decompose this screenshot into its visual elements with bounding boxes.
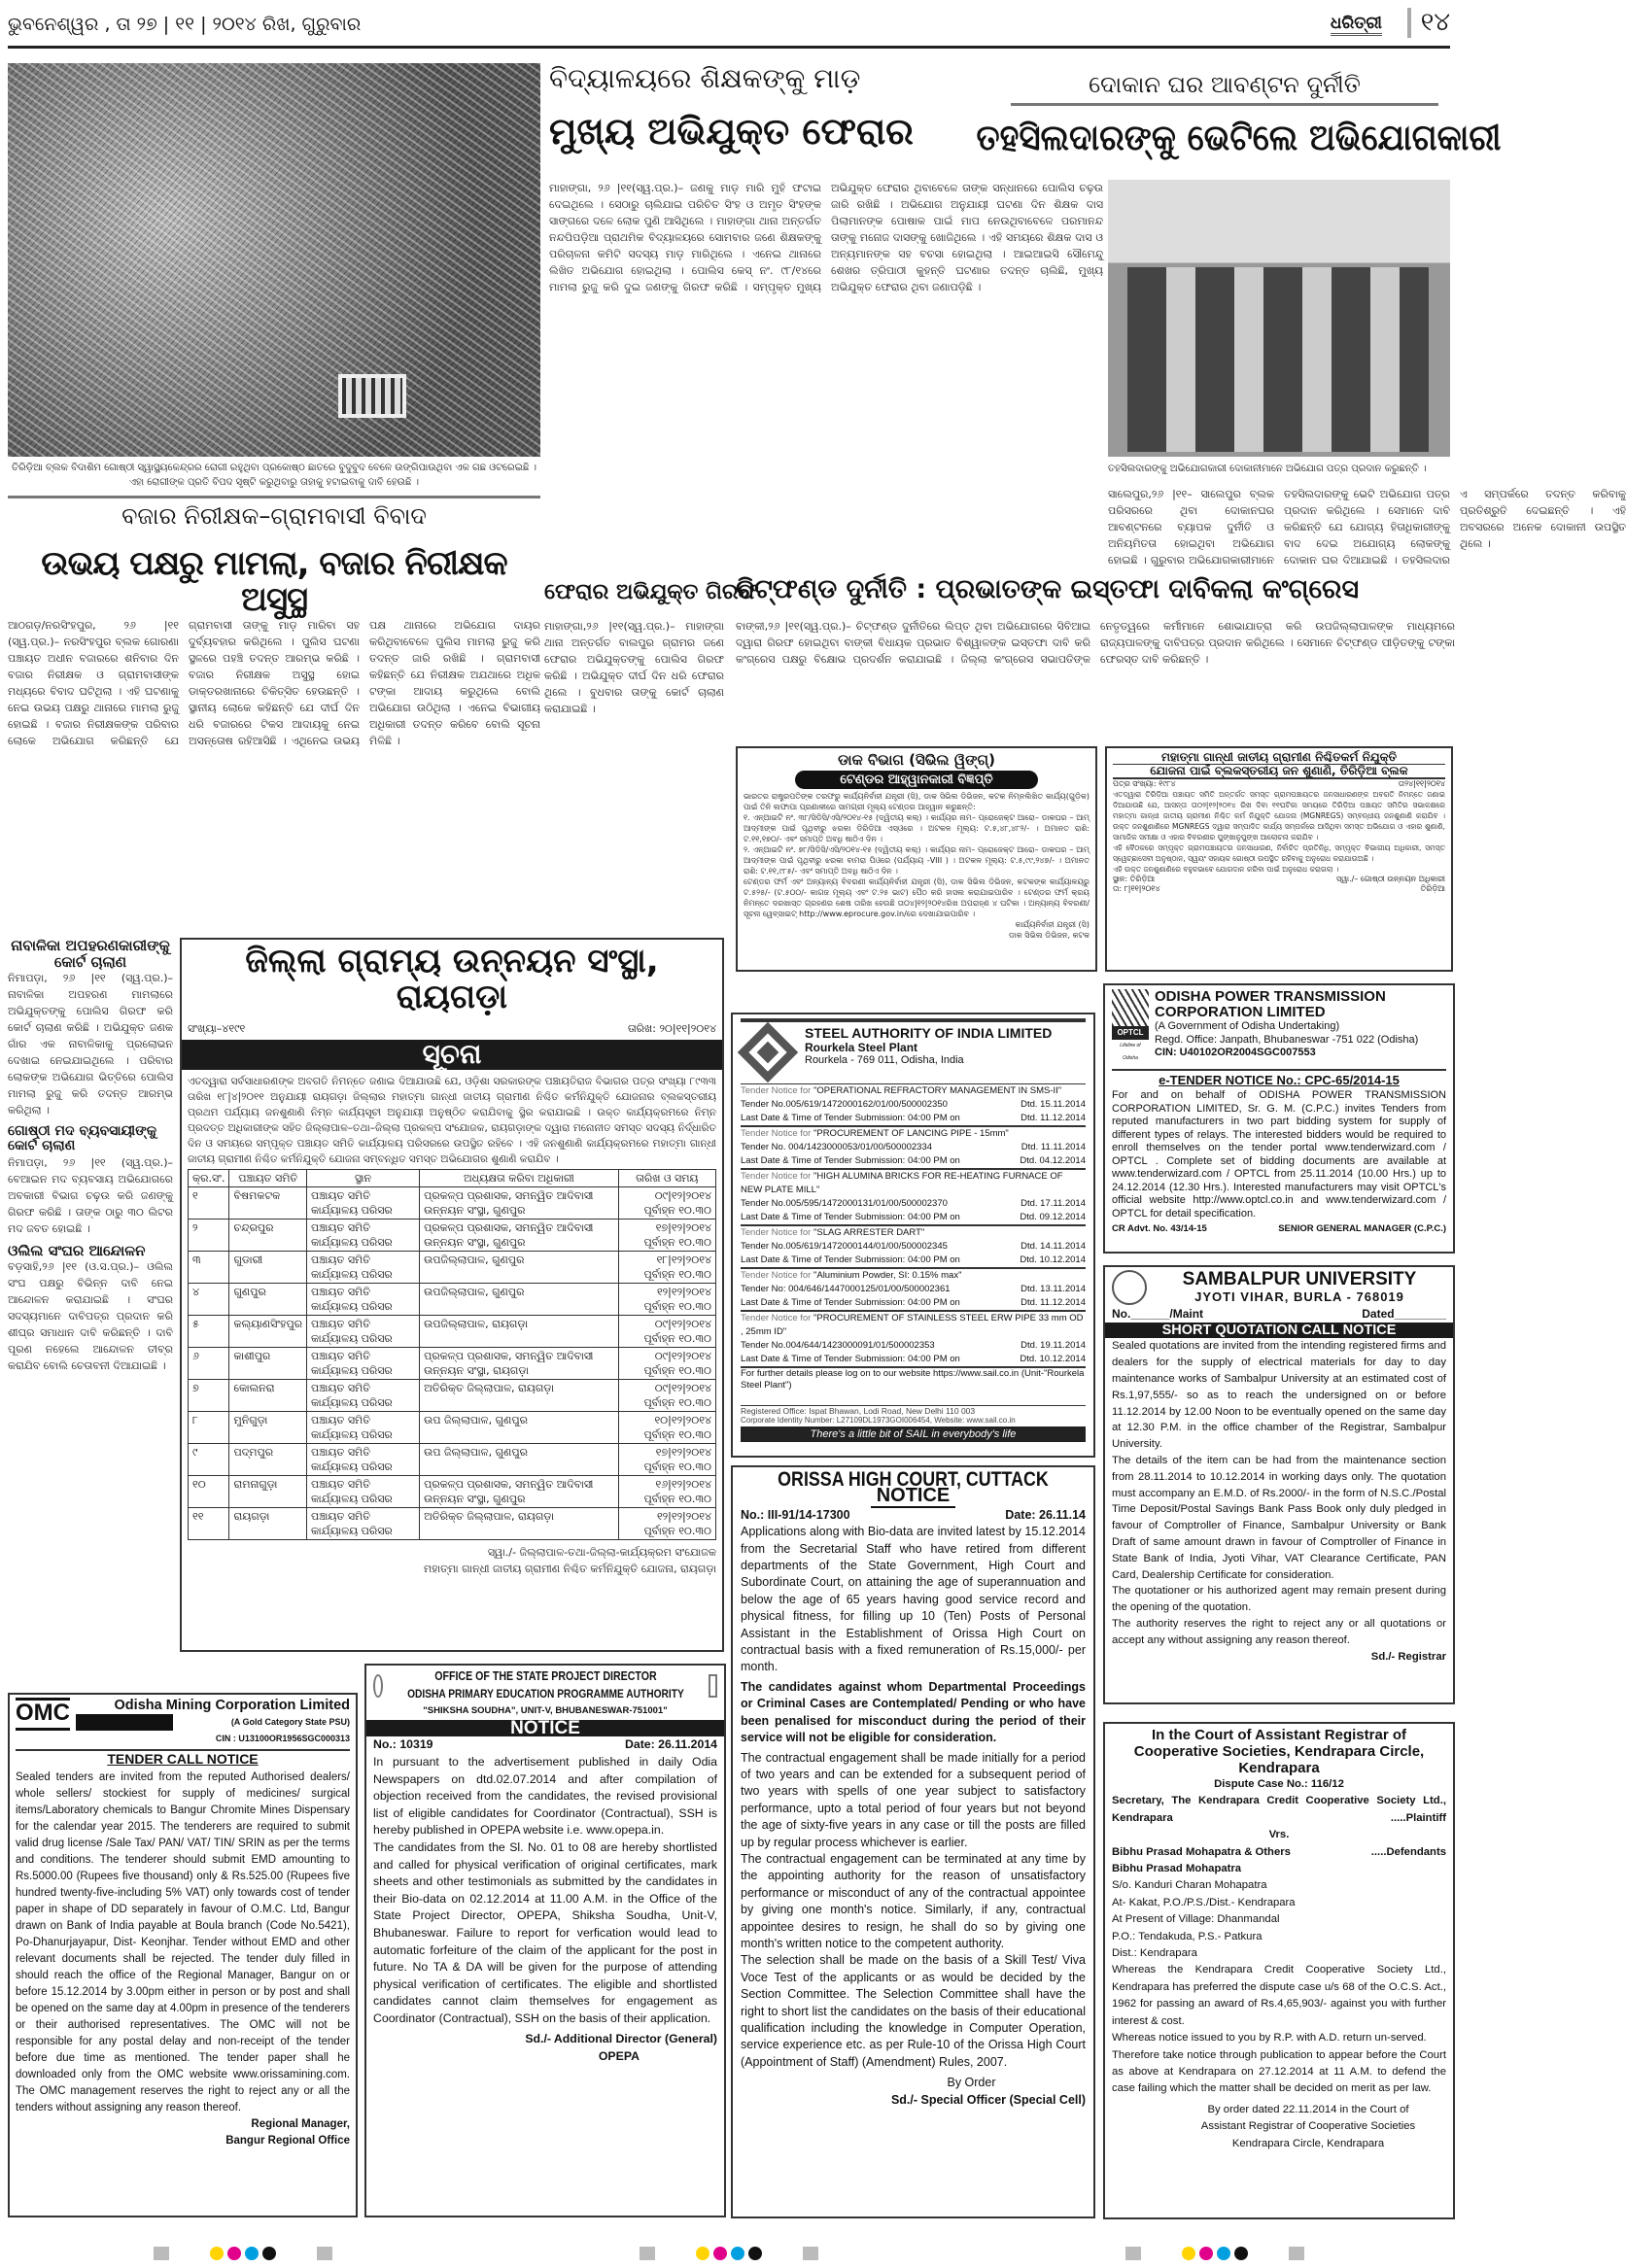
table-row	[189, 1475, 716, 1507]
ad-subtitle: ଟେଣ୍ଡର ଆହ୍ୱାନକାରୀ ବିଜ୍ଞପ୍ତି	[795, 771, 1037, 789]
last-date: Dtd. 04.12.2014	[1020, 1155, 1086, 1166]
ad-subtitle: ଯୋଜନା ପାଇଁ ବ୍ଲକସ୍ତରୀୟ ଜନ ଶୁଣାଣି, ତିରିଡ଼ିଆ ବ୍ଲକ	[1113, 765, 1445, 779]
ad-body: For and on behalf of ODISHA POWER TRANSMISSION CORPORATION LIMITED, Sr. G. M. (C.P.C.) invites Tenders from reputed manufacturers in two part bidding system for supply of different types of relays. The interested bidders would be required to enroll themselves on the tender portal www.tenderwizard.com / OPTCL . Complete set of bidding documents are available at www.tenderwizard.com / OPTCL from 25.11.2014 (10.00 Hrs.) up to 24.12.2014 (12.30 Hrs.). Interested manufacturers may visit OPTCL's official website http://www.optcl.co.in and www.tenderwizard.com / OPTCL for detail specification.	[1112, 1089, 1446, 1220]
tender-prefix: Tender Notice for	[741, 1313, 812, 1323]
ad-omc	[8, 1693, 358, 2217]
photo-caption-meeting: ତହସିଲଦାରଙ୍କୁ ଅଭିଯୋଗକାରୀ ଦୋକାନୀମାନେ ଅଭିଯୋଗ ପତ୍ର ପ୍ରଦାନ କରୁଛନ୍ତି ।	[1108, 464, 1427, 474]
ad-address: Rourkela - 769 011, Odisha, India	[805, 1054, 964, 1066]
last-date-label: Last Date & Time of Tender Submission: 04:00 PM on	[741, 1354, 960, 1364]
table-cell: ପଞ୍ଚାୟତ ସମିତି କାର୍ଯ୍ୟାଳୟ ପରିସର	[307, 1411, 420, 1443]
ad-office: Regd. Office: Janpath, Bhubaneswar -751 022 (Odisha)	[1155, 1033, 1419, 1046]
table-row	[189, 1251, 716, 1283]
ad-intro: ଭାରତର ରାଷ୍ଟ୍ରପତିଙ୍କ ତରଫରୁ କାର୍ଯ୍ୟନିର୍ବାହୀ ଯନ୍ତ୍ରୀ (ସି), ଡାକ ସିଭିଲ ଡିଭିଜନ, କଟକ ନିମ୍ନଲିଖିତ କାର୍ଯ୍ୟ(ଗୁଡ଼ିକ) ପାଇଁ ତିନି ଲଫାପା ପ୍ରଣାଳୀରେ ସାମଗ୍ରୀ ମୂଲ୍ୟ ଟେଣ୍ଡର ଆହ୍ୱାନ କରୁଛନ୍ତି:	[744, 791, 1090, 811]
table-cell: ୧୦	[189, 1475, 229, 1507]
tender-number: Tender No: 004/646/1447000125/01/00/500002361	[741, 1284, 951, 1294]
table-cell: ୧୨|୧୨|୨୦୧୪ ପୂର୍ବାହ୍ନ ୧୦.୩୦	[618, 1507, 715, 1539]
table-cell: ୧୧	[189, 1507, 229, 1539]
tender-name: "OPERATIONAL REFRACTORY MANAGEMENT IN SMS-II"	[813, 1085, 1062, 1096]
ad-title: ମହାତ୍ମା ଗାନ୍ଧୀ ଜାତୀୟ ଗ୍ରାମୀଣ ନିଶ୍ଚିତକର୍ମ ନିଯୁକ୍ତି	[1113, 751, 1445, 765]
masthead-logo: ଧରିତ୍ରୀ	[1331, 14, 1382, 36]
ad-case: Dispute Case No.: 116/12	[1214, 1778, 1344, 1790]
ad-title: ODISHA POWER TRANSMISSION CORPORATION LIMITED	[1155, 988, 1386, 1020]
table-cell: ଉପଜିଲ୍ଲାପାଳ, ଗୁଣପୁର	[420, 1251, 619, 1283]
brief-body: ନିମାପଡ଼ା, ୨୬ |୧୧ (ସ୍ୱ.ପ୍ର.)– ବେଆଇନ ମଦ ବ୍ୟବସାୟ ଅଭିଯୋଗରେ ଅବକାରୀ ବିଭାଗ ଚଢ଼ଉ କରି ଜଣଙ୍କୁ ଗିରଫ କରିଛି । ତାଙ୍କ ଠାରୁ ୩୦ ଲିଟର ମଦ ଜବତ ହୋଇଛି ।	[8, 1155, 173, 1235]
ad-ref: ପତ୍ର ସଂଖ୍ୟା: ୧୯୮୪	[1113, 779, 1176, 789]
table-header-cell: ପଞ୍ଚାୟତ ସମିତି	[229, 1169, 307, 1186]
brief-body: ନିମାପଡ଼ା, ୨୬ |୧୧ (ସ୍ୱ.ପ୍ର.)– ନାବାଳିକା ଅପହରଣ ମାମଲାରେ ଅଭିଯୁକ୍ତଙ୍କୁ ପୋଲିସ ଗିରଫ କରି କୋର୍ଟ ଚାଲାଣ କରିଛି । ଅଭିଯୁକ୍ତ ଜଣକ ଗାଁର ଏକ ନାବାଳିକାକୁ ପ୍ରଲୋଭନ ଦେଖାଇ ନେଇଯାଇଥିଲେ । ପରିବାର ଲୋକଙ୍କ ଅଭିଯୋଗ ଭିତ୍ତିରେ ପୋଲିସ ମାମଲା ରୁଜୁ କରି ତଦନ୍ତ ଆରମ୍ଭ କରିଥିଲା ।	[8, 972, 173, 1117]
article-body-tahasildar: ସାଲେପୁର,୨୬ |୧୧– ସାଲେପୁର ବ୍ଲକ ପରିସରରେ ଥିବା ଦୋକାନଘର ଆବଣ୍ଟନରେ ବ୍ୟାପକ ଦୁର୍ନୀତି ଓ ଅନିୟମିତତା ହୋଇଥିବା ଅଭିଯୋଗ ହୋଇଛି । ଗୁରୁବାର ଅଭିଯୋଗକାରୀମାନେ ତହସିଲଦାରଙ୍କୁ ଭେଟି ଅଭିଯୋଗ ପତ୍ର ପ୍ରଦାନ କରିଥିଲେ । ସେମାନେ ଦାବି କରିଛନ୍ତି ଯେ ଯୋଗ୍ୟ ହିତାଧିକାରୀଙ୍କୁ ବାଦ ଦେଇ ଅଯୋଗ୍ୟ ଲୋକଙ୍କୁ ଦୋକାନ ଘର ଦିଆଯାଇଛି । ତହସିଲଦାର ଏ ସମ୍ପର୍କରେ ତଦନ୍ତ କରିବାକୁ ପ୍ରତିଶ୍ରୁତି ଦେଇଛନ୍ତି । ଏହି ଅବସରରେ ଅନେକ ଦୋକାନୀ ଉପସ୍ଥିତ ଥିଲେ ।	[1108, 488, 1626, 567]
ad-govt: (A Government of Odisha Undertaking)	[1155, 1020, 1340, 1032]
tender-item	[741, 1170, 1086, 1226]
tender-date: Dtd. 13.11.2014	[1021, 1284, 1086, 1294]
table-header-cell: କ୍ର.ସଂ.	[189, 1169, 229, 1186]
table-cell: ୧୬|୧୨|୨୦୧୪ ପୂର୍ବାହ୍ନ ୧୦.୩୦	[618, 1475, 715, 1507]
ad-sign: ମହାତ୍ମା ଗାନ୍ଧୀ ଜାତୀୟ ଗ୍ରାମୀଣ ନିଶ୍ଚିତ କର୍ମନିଯୁକ୍ତି ଯୋଜନା, ରାୟଗଡ଼ା	[423, 1562, 716, 1575]
ad-addr-line: S/o. Kanduri Charan Mohapatra	[1112, 1879, 1267, 1892]
dateline: ଭୁବନେଶ୍ୱର , ତା ୨୭ | ୧୧ | ୨୦୧୪ ରିଖ, ଗୁରୁବାର	[8, 14, 362, 35]
ad-title: STEEL AUTHORITY OF INDIA LIMITED	[805, 1025, 1053, 1041]
ad-addr-line: Dist.: Kendrapara	[1112, 1947, 1197, 1960]
ad-line2: ODISHA PRIMARY EDUCATION PROGRAMME AUTHORITY	[406, 1686, 684, 1701]
last-date: Dtd. 09.12.2014	[1020, 1212, 1086, 1222]
table-cell: ପଞ୍ଚାୟତ ସମିତି କାର୍ଯ୍ୟାଳୟ ପରିସର	[307, 1379, 420, 1411]
ad-para: In pursuant to the advertisement published in daily Odia Newspapers on dtd.02.07.2014 and after compilation of objection received from the candidates, the revised provisional list of eligible candidates for Coordinator (Contractual), SSH is hereby published in OPEPA website i.e. www.opepa.in.	[373, 1754, 717, 1838]
table-cell: ପଞ୍ଚାୟତ ସମିତି କାର୍ଯ୍ୟାଳୟ ପରିସର	[307, 1251, 420, 1283]
ad-date-signed: ତା: ୮|୧୧|୨୦୧୪	[1113, 884, 1160, 894]
ad-cin: CIN: U40102OR2004SGC007553	[1155, 1047, 1316, 1058]
tender-item	[741, 1127, 1086, 1170]
table-cell: କୋଲନରା	[229, 1379, 307, 1411]
tender-name: "Aluminium Powder, SI: 0.15% max"	[813, 1270, 962, 1281]
table-cell: ପଞ୍ଚାୟତ ସମିତି କାର୍ଯ୍ୟାଳୟ ପରିସର	[307, 1443, 420, 1475]
tender-item	[741, 1312, 1086, 1368]
ad-para: Whereas the Kendrapara Credit Cooperative Society Ltd., Kendrapara has preferred the dispute case u/s 68 of the O.C.S. Act., 1962 for passing an award of Rs.4,65,903/- against you with further interest & cost.	[1112, 1964, 1446, 2027]
table-cell: ଅତିରିକ୍ତ ଜିଲ୍ଲାପାଳ, ରାୟଗଡ଼ା	[420, 1507, 619, 1539]
ad-drda-rayagada	[180, 938, 724, 1652]
last-date-label: Last Date & Time of Tender Submission: 04:00 PM on	[741, 1155, 960, 1166]
kicker-tahasildar: ଦୋକାନ ଘର ଆବଣ୍ଟନ ଦୁର୍ନୀତି	[1011, 72, 1438, 106]
table-cell: ପଞ୍ଚାୟତ ସମିତି କାର୍ଯ୍ୟାଳୟ ପରିସର	[307, 1347, 420, 1379]
ad-addr-line: At- Kakat, P.O./P.S./Dist.- Kendrapara	[1112, 1896, 1296, 1908]
table-cell: ପ୍ରକଳ୍ପ ପ୍ରଶାସକ, ସମନ୍ୱିତ ଆଦିବାସୀ ଉନ୍ନୟନ ସଂସ୍ଥା, ଗୁଣପୁର	[420, 1219, 619, 1251]
table-cell: ୧୮|୧୨|୨୦୧୪ ପୂର୍ବାହ୍ନ ୧୦.୩୦	[618, 1251, 715, 1283]
ad-title: ଜିଲ୍ଲା ଗ୍ରାମ୍ୟ ଉନ୍ନୟନ ସଂସ୍ଥା, ରାୟଗଡ଼ା	[245, 942, 659, 1017]
ad-sign: ସ୍ୱା./- ଜିଲ୍ଲାପାଳ-ତଥା-ଜିଲ୍ଲା-କାର୍ଯ୍ୟକ୍ରମ ସଂଯୋଜକ	[487, 1545, 716, 1559]
table-cell: ୧	[189, 1186, 229, 1219]
ad-footer: ଟେଣ୍ଡର ଫର୍ମ ଏବଂ ଅନ୍ୟାନ୍ୟ ବିବରଣୀ କାର୍ଯ୍ୟନିର୍ବାହୀ ଯନ୍ତ୍ରୀ (ସି), ଡାକ ସିଭିଲ ଡିଭିଜନ, କଟକଙ୍କ କାର୍ଯ୍ୟାଳୟରୁ ଟ.୫୨୫/- (ଟ.୫୦୦/- କାଗଜ ମୂଲ୍ୟ ଏବଂ ଟ.୨୫ ଭାଟ) ପୈଠ କରି ହାସଲ କରାଯାଇପାରିବ । ଟେଣ୍ଡର ଫର୍ମ କ୍ରୟ ନିମନ୍ତେ ଦରଖାସ୍ତ ଗ୍ରହଣର ଶେଷ ତାରିଖ ହେଉଛି ତା୦୪|୧୨|୨୦୧୪ରିଖ ଅପରାହ୍ଣ ୪ ଘଟିକା । ଅନ୍ୟାନ୍ୟ ବିବରଣୀ/ସୂଚନା ୱେବ୍‌ସାଇଟ୍ http://www.eprocure.gov.in/ରେ ଦେଖାଯାଇପାରିବ ।	[744, 876, 1090, 918]
table-cell: ୬	[189, 1347, 229, 1379]
ad-plaintiff-label: .....Plaintiff	[1390, 1811, 1446, 1824]
print-registration-marks	[0, 2241, 1458, 2268]
ad-tagline: There's a little bit of SAIL in everybody's life	[741, 1426, 1086, 1442]
ad-sail	[731, 1013, 1095, 1458]
ad-date: Date: 26.11.14	[1005, 1507, 1086, 1522]
ad-para: Whereas notice issued to you by R.P. with A.D. return un-served.	[1112, 2032, 1427, 2045]
tender-date: Dtd. 19.11.2014	[1021, 1340, 1086, 1351]
tender-prefix: Tender Notice for	[741, 1085, 812, 1096]
ad-orissa-high-court	[731, 1465, 1095, 2218]
tender-name: "PROCUREMENT OF LANCING PIPE - 15mm"	[813, 1128, 1009, 1139]
table-row	[189, 1283, 716, 1315]
ad-social-audit	[1105, 746, 1453, 972]
headline-chitfund: ଚିଟ୍‌ଫଣ୍ଡ ଦୁର୍ନୀତି : ପ୍ରଭାତଙ୍କ ଇସ୍ତଫା ଦାବିକଲା କଂଗ୍ରେସ	[736, 574, 1360, 604]
ad-para: The authority reserves the right to reject any or all quotations or accept any without assigning any reason thereof.	[1112, 1617, 1446, 1646]
ad-no: No.______/Maint	[1112, 1306, 1204, 1321]
headline-school-1: ବିଦ୍ୟାଳୟରେ ଶିକ୍ଷକଙ୍କୁ ମାଡ଼	[549, 62, 861, 94]
tender-date: Dtd. 14.11.2014	[1021, 1241, 1086, 1252]
table-cell: ପଞ୍ଚାୟତ ସମିତି କାର୍ଯ୍ୟାଳୟ ପରିସର	[307, 1315, 420, 1347]
table-header-cell: ସ୍ଥାନ	[307, 1169, 420, 1186]
tender-number: Tender No. 004/1423000053/01/00/500002334	[741, 1142, 933, 1152]
ad-defendant: Bibhu Prasad Mohapatra & Others	[1112, 1845, 1291, 1858]
table-row	[189, 1347, 716, 1379]
ad-para: The contractual engagement can be terminated at any time by the appointing authority for the reason of unsatisfactory performance or misconduct of any of the contractual appointee by giving one month's notice. Similarly, if any, contractual appointee desires to resign, he shall do so by giving one month's written notice to the competent authority.	[741, 1851, 1086, 1950]
table-cell: ୦୯|୧୨|୨୦୧୪ ପୂର୍ବାହ୍ନ ୧୦.୩୦	[618, 1186, 715, 1219]
ad-no: No.: 10319	[373, 1737, 433, 1752]
tender-number: Tender No.005/595/1472000131/01/00/500002370	[741, 1198, 948, 1209]
table-header-cell: ଅଧ୍ୟକ୍ଷତା କରିବା ଅଧିକାରୀ	[420, 1169, 619, 1186]
ad-order: By order dated 22.11.2014 in the Court of	[1207, 2103, 1409, 2115]
table-cell: ଗୁଡାରୀ	[229, 1251, 307, 1283]
table-cell: ୧୨|୧୨|୨୦୧୪ ପୂର୍ବାହ୍ନ ୧୦.୩୦	[618, 1283, 715, 1315]
ad-sign: Sd./- Special Officer (Special Cell)	[890, 2092, 1086, 2107]
table-cell: ଗୁଣପୁର	[229, 1283, 307, 1315]
tender-item	[741, 1269, 1086, 1312]
page-header	[8, 8, 1450, 49]
ad-para: Sealed quotations are invited from the intending registered firms and dealers for the supply of electrical materials for day to day maintenance works of Sambalpur University at an estimated cost of Rs.1,97,555/- so as to reach the undersigned on or before 11.12.2014 by 12.00 Noon to be eventually opened on the same day at 12.30 P.M. in the office chamber of the Registrar, Sambalpur University.	[1112, 1340, 1446, 1451]
ad-sign: Sd./- Registrar	[1370, 1650, 1446, 1663]
last-date-label: Last Date & Time of Tender Submission: 04:00 PM on	[741, 1212, 960, 1222]
tender-list	[741, 1083, 1086, 1368]
ad-date: ତା୨୪|୧୧|୨୦୧୪	[1398, 779, 1445, 789]
ad-title: Odisha Mining Corporation Limited	[114, 1698, 350, 1713]
ad-title: ଡାକ ବିଭାଗ (ସିଭିଲ ୱିଙ୍ଗ୍)	[838, 751, 995, 769]
table-row	[189, 1411, 716, 1443]
ad-para: The selection shall be made on the basis of a Skill Test/ Viva Voce Test of the applicants or as would be decided by the Section Committee. The Selection Committee shall have the right to short list the candidates on the basis of their educational qualification including the knowledge in Computer Operation, service experience etc. as per Rule-10 of the Orissa High Court (Appointment of Staff) (Amendment) Rules, 2007.	[741, 1953, 1086, 2069]
table-cell: ୯	[189, 1443, 229, 1475]
ad-title: In the Court of Assistant Registrar of Cooperative Societies, Kendrapara Circle, Kendrapara	[1133, 1727, 1425, 1776]
ad-addr-line: At Present of Village: Dhanmandal	[1112, 1913, 1280, 1926]
ad-plaintiff: Secretary, The Kendrapara Credit Cooperative Society Ltd., Kendrapara	[1112, 1795, 1446, 1824]
ad-cooperative-court	[1103, 1722, 1455, 2219]
tender-date: Dtd. 11.11.2014	[1021, 1142, 1086, 1152]
table-cell: ପଞ୍ଚାୟତ ସମିତି କାର୍ଯ୍ୟାଳୟ ପରିସର	[307, 1186, 420, 1219]
tender-prefix: Tender Notice for	[741, 1227, 812, 1238]
table-row	[189, 1315, 716, 1347]
news-photo-meeting	[1108, 180, 1450, 457]
divider	[8, 496, 540, 498]
ad-cin: Corporate Identity Number: L27109DL1973GOI006454, Website: www.sail.co.in	[741, 1416, 1016, 1425]
table-cell: ୭	[189, 1379, 229, 1411]
ad-advt: CR Advt. No. 43/14-15	[1112, 1223, 1207, 1234]
ad-body: ଏତଦ୍ୱାରା ତିରିଡ଼ିଆ ପଞ୍ଚାୟତ ସମିତି ଅନ୍ତର୍ଗତ ସମସ୍ତ ଗ୍ରାମପଞ୍ଚାୟତର ଜନସାଧାରଣଙ୍କ ଅବଗତି ନିମନ୍ତେ ଜଣାଇ ଦିଆଯାଉଛି ଯେ, ଆସନ୍ତା ତା୦୨|୧୨|୨୦୧୪ ରିଖ ଦିବା ୧୧ଘଟିକା ସମୟରେ ତିରିଡ଼ିଆ ପଞ୍ଚାୟତ ସମିତିର ସଭାକକ୍ଷରେ ମହାତ୍ମା ଗାନ୍ଧୀ ଜାତୀୟ ଗ୍ରାମୀଣ ନିଶ୍ଚିତ କର୍ମ ନିଯୁକ୍ତି ଯୋଜନା (MGNREGS) ସମ୍ବନ୍ଧୀୟ ଜନଶୁଣାଣି କରାଯିବ । ଉକ୍ତ ଜନଶୁଣାଣିରେ MGNREGS ଦ୍ୱାରା ସମ୍ପାଦିତ କାର୍ଯ୍ୟ ସମ୍ପର୍କରେ ଆସିଥିବା ସମସ୍ତ ଅଭିଯୋଗ ଓ ଏହାର ଶୁଣାଣି, ସାମାଜିକ ସମୀକ୍ଷା ଓ ଏହାର ବିବରଣୀର ପୁଙ୍ଖାନୁପୁଙ୍ଖ ଆଲୋଚନା କରାଯିବ । ଏହି ବୈଠକରେ ସମ୍ପୃକ୍ତ ଗ୍ରାମପଞ୍ଚାୟତର ଜନସାଧାରଣ, ନିର୍ବାଚିତ ପ୍ରତିନିଧି, ସମ୍ପୃକ୍ତ ବିଭାଗୀୟ ଅଧିକାରୀ, ସମସ୍ତ ସ୍ୱେଚ୍ଛାସେବୀ ଅନୁଷ୍ଠାନ, ସ୍ୱୟଂ ସହାୟକ ଗୋଷ୍ଠୀ ଉପସ୍ଥିତ ରହିବାକୁ ଅନୁରୋଧ କରାଯାଉଅଛି । ଏହି ଉକ୍ତ ଜନଶୁଣାଣିରେ ବହୁଳଭାବେ ଯୋଗଦାନ କରିବା ପାଇଁ ଅନୁରୋଧ କରାଗଲା ।	[1113, 790, 1445, 875]
ad-number: ସଂଖ୍ୟା–୪୧୯୧	[188, 1021, 246, 1035]
table-cell: ପ୍ରକଳ୍ପ ପ୍ରଶାସକ, ସମନ୍ୱିତ ଆଦିବାସୀ ଉନ୍ନୟନ ସଂସ୍ଥା, ଗୁଣପୁର	[420, 1475, 619, 1507]
optcl-logo: OPTCL	[1112, 1026, 1149, 1040]
ad-sign: Regional Manager,	[251, 2118, 350, 2130]
tower-icon	[1112, 989, 1149, 1026]
ad-para-bold: The candidates against whom Departmental Proceedings or Criminal Cases are Contemplated/ Pending or who have been penalised for misconduct during the period of their service will not be eligible for consideration.	[741, 1679, 1086, 1745]
tender-number: Tender No.005/619/1472000162/01/00/500002350	[741, 1099, 948, 1110]
opepa-emblem-icon	[709, 1674, 717, 1698]
tender-item	[741, 1226, 1086, 1269]
table-cell: ଉପ ଜିଲ୍ଲାପାଳ, ଗୁଣପୁର	[420, 1443, 619, 1475]
ad-item: ୧. ଏନ୍‌ଆଇଟି ନଂ. ୩୮/ସିଡିସି/ଏସି/୨୦୧୪-୧୫ (ଦ୍ୱିତୀୟ କଲ୍) । କାର୍ଯ୍ୟର ନାମ– ପ୍ରୋଜେକ୍ଟ ଆରୋ– ଡାକଘର – ଆମ୍ ଆଦ୍‌ମୀଙ୍କ ପାଇଁ ପୃଥିବୀରୁ ଝରକା ଡିରିଡିଆ ଏସ୍‌ଓରେ । ଅଟକଳ ମୂଲ୍ୟ: ଟ.୫,୪୮,୪୮୨/- । ଅମାନତ ରାଶି: ଟ.୧୧,୧୭୦/- ଏବଂ ସମାପ୍ତି ଅବଧି ଷାଠିଏ ଦିନ ।	[744, 812, 1090, 843]
sail-logo-icon	[738, 1022, 798, 1082]
table-cell: ୨	[189, 1219, 229, 1251]
tender-name: "PROCUREMENT OF STAINLESS STEEL ERW PIPE 33 mm OD , 25mm ID"	[741, 1313, 1084, 1337]
hearing-schedule-table	[188, 1169, 716, 1540]
ad-order: Assistant Registrar of Cooperative Societies	[1200, 2120, 1416, 2133]
tender-item	[741, 1084, 1086, 1127]
tender-date: Dtd. 15.11.2014	[1021, 1099, 1086, 1110]
ad-opepa	[364, 1664, 726, 2217]
ad-date: Date: 26.11.2014	[624, 1737, 717, 1752]
headline-market: ଉଭୟ ପକ୍ଷରୁ ମାମଲା, ବଜାର ନିରୀକ୍ଷକ ଅସୁସ୍ଥ	[41, 544, 507, 620]
headline-school-2: ମୁଖ୍ୟ ଅଭିଯୁକ୍ତ ଫେରାର	[549, 110, 914, 153]
brief-body: ବଡ଼ସାହି,୨୬ |୧୧ (ଓ.ସ.ପ୍ର.)– ଓଲିଲ ସଂଘ ପକ୍ଷରୁ ବିଭିନ୍ନ ଦାବି ନେଇ ଆନ୍ଦୋଳନ କରାଯାଇଛି । ସଂଘର ସଦସ୍ୟମାନେ ଦାବିପତ୍ର ପ୍ରଦାନ କରି ଶୀଘ୍ର ସମାଧାନ ଦାବି କରିଛନ୍ତି । ଦାବି ପୂରଣ ନହେଲେ ଆନ୍ଦୋଳନ ତୀବ୍ର କରାଯିବ ବୋଲି ଚେତାବନୀ ଦିଆଯାଇଛି ।	[8, 1260, 173, 1373]
tender-number: Tender No.005/619/1472000144/01/00/500002345	[741, 1241, 948, 1252]
ad-further: For further details please log on to our website https://www.sail.co.in (Unit-"Rourkela Steel Plant")	[741, 1368, 1085, 1391]
ad-title: SAMBALPUR UNIVERSITY	[1182, 1269, 1417, 1289]
ad-notice: NOTICE	[871, 1485, 956, 1508]
ad-order: Kendrapara Circle, Kendrapara	[1231, 2137, 1385, 2149]
ad-no: No.: III-91/14-17300	[741, 1507, 850, 1522]
table-cell: ରାମନାଗୁଡ଼ା	[229, 1475, 307, 1507]
table-row	[189, 1443, 716, 1475]
table-cell: ରାୟଗଡ଼ା	[229, 1507, 307, 1539]
ad-sign: ସ୍ୱା./– ଗୋଷ୍ଠୀ ଉନ୍ନୟନ ଅଧିକାରୀ	[1336, 875, 1445, 884]
vent-window	[338, 374, 406, 418]
ad-line3: "SHIKSHA SOUDHA", UNIT-V, BHUBANESWAR-751001"	[423, 1705, 668, 1717]
headline-arrest: ଫେରାର ଅଭିଯୁକ୍ତ ଗିରଫ	[544, 580, 759, 604]
omc-logo: OMC	[16, 1698, 70, 1731]
table-cell: ପଞ୍ଚାୟତ ସମିତି କାର୍ଯ୍ୟାଳୟ ପରିସର	[307, 1507, 420, 1539]
table-row	[189, 1186, 716, 1219]
news-photo-tree	[8, 63, 540, 457]
tender-prefix: Tender Notice for	[741, 1171, 812, 1182]
table-cell: କଲ୍ୟାଣସିଂହପୁର	[229, 1315, 307, 1347]
ad-body: ଏତଦ୍ୱାରା ସର୍ବସାଧାରଣଙ୍କ ଅବଗତି ନିମନ୍ତେ ଜଣାଇ ଦିଆଯାଉଛି ଯେ, ଓଡ଼ିଶା ସରକାରଙ୍କ ପଞ୍ଚାୟତିରାଜ ବିଭାଗର ପତ୍ର ସଂଖ୍ୟା ୮୯୩୩ ତାରିଖ ୧୮|୪|୨୦୧୧ ଅନୁଯାୟୀ ରାୟଗଡ଼ା ଜିଲ୍ଲାର ମହାତ୍ମା ଗାନ୍ଧୀ ଜାତୀୟ ଗ୍ରାମୀଣ ନିଶ୍ଚିତ କର୍ମନିଯୁକ୍ତି ଯୋଜନାର ବ୍ଲକସ୍ତରୀୟ ପ୍ରଥମ ପର୍ଯ୍ୟାୟ ଜନଶୁଣାଣି ନିମ୍ନ କାର୍ଯ୍ୟସୂଚୀ ଅନୁଯାୟୀ ଅନୁଷ୍ଠିତ କରାଯିବାକୁ ସ୍ଥିର କରାଯାଇଛି । ଉକ୍ତ କାର୍ଯ୍ୟକ୍ରମରେ ନିମ୍ନ ପ୍ରଦତ୍ତ ଅଧିକାରୀଙ୍କ ସହିତ ଜିଲ୍ଲାପାଳ–ତଥା–ଜିଲ୍ଲା ପ୍ରକଳ୍ପ ସଂଯୋଜକ, ରାୟଗଡ଼ାଙ୍କ ଦ୍ୱାରା ମନୋନୀତ ସମସ୍ତ ସଦସ୍ୟ ନିର୍ଦ୍ଧାରିତ ଦିନ ଓ ସମୟରେ ସମ୍ପୃକ୍ତ ପଞ୍ଚାୟତ ସମିତି କାର୍ଯ୍ୟାଳୟ ପରିସରରେ ଉପସ୍ଥିତ ରହିବେ । ଏହି ଜନଶୁଣାଣି କାର୍ଯ୍ୟକ୍ରମରେ ମହାତ୍ମା ଗାନ୍ଧୀ ଜାତୀୟ ଗ୍ରାମୀଣ ନିଶ୍ଚିତ କର୍ମନିଯୁକ୍ତି ଯୋଜନା ସମ୍ବନ୍ଧିତ ସମସ୍ତ ଅଭିଯୋଗର ଶୁଣାଣି କରାଯିବ ।	[188, 1075, 716, 1165]
ad-banner: SHORT QUOTATION CALL NOTICE	[1105, 1323, 1453, 1339]
ad-vrs: Vrs.	[1268, 1829, 1290, 1841]
table-cell: ଅତିରିକ୍ତ ଜିଲ୍ଲାପାଳ, ରାୟଗଡ଼ା	[420, 1379, 619, 1411]
table-cell: ଉପ ଜିଲ୍ଲାପାଳ, ଗୁଣପୁର	[420, 1411, 619, 1443]
tender-number: Tender No.004/644/1423000091/01/500002353	[741, 1340, 935, 1351]
ad-dated: Dated________	[1362, 1306, 1446, 1321]
table-cell: ପ୍ରକଳ୍ପ ପ୍ରଶାସକ, ସମନ୍ୱିତ ଆଦିବାସୀ ଉନ୍ନୟନ ସଂସ୍ଥା, ଗୁଣପୁର	[420, 1186, 619, 1219]
last-date: Dtd. 10.12.2014	[1020, 1354, 1086, 1364]
ad-para: The candidates from the Sl. No. 01 to 08 are hereby shortlisted and called for physical verification of original certificates, mark sheets and other testimonials as submitted by the candidates in their Bio-data on 02.12.2014 at 11.00 A.M. in the Office of the State Project Director, OPEPA, Shiksha Soudha, Unit-V, Bhubaneswar. Failure to report for verfication would lead to automatic forfeiture of the claim of the applicant for the post in future. No TA & DA will be given for the purpose of attending physical verification of certificates. The eligible and shortlisted candidates cannot claim themselves for engagement as Coordinator (Contractual), SSH on the basis of their application.	[373, 1839, 717, 2025]
ad-para: The quotationer or his authorized agent may remain present during the opening of the quotation.	[1112, 1585, 1446, 1614]
ad-para: Applications along with Bio-data are invited latest by 15.12.2014 from the Secretarial Staff who have retired from different departments of the State Government, High Court and Subordinate Court, on attaining the age of superannuation and below the age of 65 years having good service record and physical fitness, for filling up 10 (Ten) Posts of Personal Assistant in the Establishment of Orissa High Court on contractual basis with a fixed remuneration of Rs.15,000/- per month.	[741, 1525, 1086, 1674]
ad-sign: ଡାକ ସିଭିଲ ଡିଭିଜନ, କଟକ	[1009, 930, 1090, 940]
ad-banner: NOTICE	[366, 1720, 724, 1737]
table-row	[189, 1219, 716, 1251]
ad-banner: ସୂଚନା	[182, 1040, 722, 1070]
last-date: Dtd. 11.12.2014	[1021, 1113, 1086, 1123]
odisha-emblem-icon	[373, 1674, 383, 1698]
article-body-market: ଆଠଗଡ଼/ନରସିଂହପୁର, ୨୬ |୧୧ (ସ୍ୱ.ପ୍ର.)– ନରସିଂହପୁର ବ୍ଲକ ଗୋରଣା ପଞ୍ଚାୟତ ଅଧୀନ ବଜାରରେ ଶନିବାର ଦିନ ବଜାର ନିରୀକ୍ଷକ ଓ ଗ୍ରାମବାସୀଙ୍କ ମଧ୍ୟରେ ବିବାଦ ଘଟିଥିଲା । ଏହି ଘଟଣାକୁ ନେଇ ଉଭୟ ପକ୍ଷରୁ ଥାନାରେ ମାମଲା ରୁଜୁ ହୋଇଛି । ବଜାର ନିରୀକ୍ଷକଙ୍କ ପରିବାର ଲୋକେ ଅଭିଯୋଗ କରିଛନ୍ତି ଯେ ଗ୍ରାମବାସୀ ତାଙ୍କୁ ମାଡ଼ ମାରିବା ସହ ଦୁର୍ବ୍ୟବହାର କରିଥିଲେ । ପୁଲିସ ଘଟଣା ସ୍ଥଳରେ ପହଞ୍ଚି ତଦନ୍ତ ଆରମ୍ଭ କରିଛି । ବଜାର ନିରୀକ୍ଷକ ଅସୁସ୍ଥ ହୋଇ ଡାକ୍ତରଖାନାରେ ଚିକିତ୍ସିତ ହେଉଛନ୍ତି । ସ୍ଥାନୀୟ ଲୋକେ କହିଛନ୍ତି ଯେ ଦୀର୍ଘ ଦିନ ଧରି ବଜାରରେ ଟିକସ ଆଦାୟକୁ ନେଇ ଅସନ୍ତୋଷ ରହିଆସିଛି । ଏଥିନେଇ ଉଭୟ ପକ୍ଷ ଥାନାରେ ଅଭିଯୋଗ ଦାୟର କରିଥିବାବେଳେ ପୁଲିସ ମାମଲା ରୁଜୁ କରି ତଦନ୍ତ ଜାରି ରଖିଛି । ଗ୍ରାମବାସୀ କହିଛନ୍ତି ଯେ ନିରୀକ୍ଷକ ଅଯଥାରେ ଅଧିକ ଟଙ୍କା ଆଦାୟ କରୁଥିଲେ ବୋଲି ଅଭିଯୋଗ ଉଠିଥିଲା । ଏନେଇ ବିଭାଗୀୟ ଅଧିକାରୀ ତଦନ୍ତ କରିବେ ବୋଲି ସୂଚନା ମିଳିଛି ।	[8, 619, 540, 747]
ad-cin: CIN : U13100OR1956SGC000313	[215, 1734, 350, 1743]
last-date: Dtd. 10.12.2014	[1020, 1254, 1086, 1265]
photo-caption: ତିରିଡ଼ିଆ ବ୍ଲକ ବିଦାଶିମ ଗୋଷ୍ଠୀ ସ୍ୱାସ୍ଥ୍ୟକେନ୍ଦ୍ରର ରୋଗୀ ରହୁଥିବା ପ୍ରକୋଷ୍ଠ ଛାତରେ ବୁଦୁବୁଦ ବେଳେ ଉଙ୍ଗିପାଉଥିବା ଏକ ଗଛ ଓଟରେଇଛି । ଏହା ରୋଗୀଙ୍କ ପ୍ରତି ବିପଦ ସୃଷ୍ଟି କରୁଥିବାରୁ ତାହାକୁ ହଟାଇବାକୁ ଦାବି ହେଉଛି ।	[12, 463, 536, 488]
table-cell: ୫	[189, 1315, 229, 1347]
table-cell: ପଞ୍ଚାୟତ ସମିତି କାର୍ଯ୍ୟାଳୟ ପରିସର	[307, 1475, 420, 1507]
ad-title: ORISSA HIGH COURT, CUTTACK	[778, 1468, 1049, 1491]
page-number: ୧୪	[1407, 8, 1450, 38]
article-body-school: ମାହାଙ୍ଗା, ୨୬ |୧୧(ସ୍ୱ.ପ୍ର.)– ଜଣକୁ ମାଡ଼ ମାରି ମୁହଁ ଫଟାଇ ଦେଇଥିଲେ । ସେଠାରୁ ଚାଲିଯାଇ ପରିଚିତ ସିଂହ ଓ ଅମୃତ ସିଂହଙ୍କ ସାଙ୍ଗରେ ଦଳେ ଲୋକ ପୁଣି ଆସିଥିଲେ । ମାହାଙ୍ଗା ଥାନା ଅନ୍ତର୍ଗତ ନନ୍ଦପିପଡ଼ିଆ ପ୍ରାଥମିକ ବିଦ୍ୟାଳୟରେ ସୋମବାର ଜଣେ ଶିକ୍ଷକଙ୍କୁ ପରିଚାଳନା କମିଟି ସଦସ୍ୟ ମାଡ଼ ମାରିଥିଲେ । ଏନେଇ ଥାନାରେ ଲିଖିତ ଅଭିଯୋଗ ହୋଇଥିଲା । ପୋଲିସ କେସ୍ ନଂ. ୯୮/୧୪ରେ ମାମଲା ରୁଜୁ କରି ଦୁଇ ଜଣଙ୍କୁ ଗିରଫ କରିଛି । ସମ୍ପୃକ୍ତ ମୁଖ୍ୟ ଅଭିଯୁକ୍ତ ଫେରାର ଥିବାବେଳେ ତାଙ୍କ ସନ୍ଧାନରେ ପୋଲିସ ଚଢ଼ଉ ଜାରି ରଖିଛି । ଅଭିଯୋଗ ଅନୁଯାୟୀ ଘଟଣା ଦିନ ଶିକ୍ଷକ ଦାସ ପିଲାମାନଙ୍କ ପୋଷାକ ପାଇଁ ମାପ ନେଉଥିବାବେଳେ ପରମାନନ୍ଦ ତାଙ୍କୁ ମନୋଜ ଦାସଙ୍କୁ ଖୋଜିଥିଲେ । ଏହି ସମୟରେ ଶିକ୍ଷକ ଦାସ ଓ ଅନ୍ୟମାନଙ୍କ ସହ ବଚସା ହୋଇଥିଲା । ଆଇଆଇସି ସୌମେନ୍ଦୁ ଶେଖର ତ୍ରିପାଠୀ କୁହନ୍ତି ଘଟଣାର ତଦନ୍ତ ଚାଲିଛି, ମୁଖ୍ୟ ଅଭିଯୁକ୍ତ ଫେରାର ଥିବା ଜଣାପଡ଼ିଛି ।	[549, 182, 1103, 293]
table-cell: ଚନ୍ଦ୍ରପୁର	[229, 1219, 307, 1251]
ad-body: Sealed tenders are invited from the reputed Authorised dealers/ whole sellers/ stockiest for supply of medicines/ surgical items/Laboratory chemicals to Bangur Chromite Mines Dispensary for the calendar year 2015. The tenderers are required to submit valid drug license /Sale Tax/ PAN/ VAT/ TIN/ SRIN as per the terms and conditions. The tenderer should submit EMD amounting to Rs.5000.00 (Rupees five thousand) only & Rs.525.00 (Rupees five hundred twenty-five-including 5% VAT) only towards cost of tender paper in shape of DD separately in favour of O.M.C. Ltd, Bangur drawn on Bank of India payable at Boula branch (Code No.5421), Po-Dhanurjayapur, Dist- Keonjhar. Tender without EMD and other relevant documents shall be rejected. The tender duly filled in should reach the office of the Regional Manager, Bangur on or before 15.12.2014 by 3.00pm either in person or by post and shall be opened on the same day at 4.00pm in presence of the tenderers or their authorised representatives. The OMC will not be responsible for any postal delay and non-receipt of the tender before due time as mentioned. The tender paper shall he downloaded only from the OMC website www.orissamining.com. The OMC management reserves the right to reject any or all the tenders without assigning any reason thereof.	[16, 1771, 350, 2113]
ad-date: ତାରିଖ: ୨୦|୧୧|୨୦୧୪	[627, 1021, 716, 1035]
table-cell: ୧୭|୧୨|୨୦୧୪ ପୂର୍ବାହ୍ନ ୧୦.୩୦	[618, 1219, 715, 1251]
ad-notice: e-TENDER NOTICE No.: CPC-65/2014-15	[1159, 1072, 1400, 1087]
brief-headline: ଓଲିଲ ସଂଘର ଆନ୍ଦୋଳନ	[8, 1241, 146, 1259]
university-seal-icon	[1112, 1270, 1147, 1305]
brief-headline: ଗୋଷ୍ଠୀ ମଦ ବ୍ୟବସାୟୀଙ୍କୁ କୋର୍ଟ ଚାଲାଣ	[8, 1123, 157, 1154]
table-cell: ପ୍ରକଳ୍ପ ପ୍ରଶାସକ, ସମନ୍ୱିତ ଆଦିବାସୀ ଉନ୍ନୟନ ସଂସ୍ଥା, ରାୟଗଡ଼ା	[420, 1347, 619, 1379]
ad-address: JYOTI VIHAR, BURLA - 768019	[1194, 1289, 1404, 1304]
tender-name: "HIGH ALUMINA BRICKS FOR RE-HEATING FURNACE OF NEW PLATE MILL"	[741, 1171, 1063, 1195]
ad-by-order: By Order	[947, 2076, 996, 2090]
table-cell: ପଞ୍ଚାୟତ ସମିତି କାର୍ଯ୍ୟାଳୟ ପରିସର	[307, 1219, 420, 1251]
ad-sign: କାର୍ଯ୍ୟନିର୍ବାହୀ ଯନ୍ତ୍ରୀ (ସି)	[1015, 919, 1090, 929]
last-date-label: Last Date & Time of Tender Submission: 04:00 PM on	[741, 1113, 960, 1123]
table-cell: ବିଷମକଟକ	[229, 1186, 307, 1219]
article-body-arrest: ମାହାଙ୍ଗା,୨୬ |୧୧(ସ୍ୱ.ପ୍ର.)– ମାହାଙ୍ଗା ଥାନା ଅନ୍ତର୍ଗତ ବାଲପୁର ଗ୍ରାମର ଜଣେ ଫେରାର ଅଭିଯୁକ୍ତଙ୍କୁ ପୋଲିସ ଗିରଫ କରିଛି । ଅଭିଯୁକ୍ତ ଦୀର୍ଘ ଦିନ ଧରି ଫେରାର ଥିଲେ । ବୁଧବାର ତାଙ୍କୁ କୋର୍ଟ ଚାଲାଣ କରାଯାଇଛି ।	[544, 620, 724, 715]
table-cell: ୮	[189, 1411, 229, 1443]
table-cell: ୦୯|୧୨|୨୦୧୪ ପୂର୍ବାହ୍ନ ୧୦.୩୦	[618, 1347, 715, 1379]
kicker-market: ବଜାର ନିରୀକ୍ଷକ–ଗ୍ରାମବାସୀ ବିବାଦ	[121, 502, 427, 530]
ad-subtitle: Rourkela Steel Plant	[805, 1041, 918, 1054]
optcl-logo-tag: Lifeline of Odisha	[1120, 1042, 1141, 1061]
table-cell: ପଞ୍ଚାୟତ ସମିତି କାର୍ଯ୍ୟାଳୟ ପରିସର	[307, 1283, 420, 1315]
table-cell: ୧୦|୧୨|୨୦୧୪ ପୂର୍ବାହ୍ନ ୧୦.୩୦	[618, 1411, 715, 1443]
last-date: Dtd. 11.12.2014	[1021, 1297, 1086, 1308]
ad-line1: OFFICE OF THE STATE PROJECT DIRECTOR	[434, 1669, 657, 1683]
ad-heading: TENDER CALL NOTICE	[107, 1751, 259, 1767]
headline-tahasildar: ତହସିଲଦାରଙ୍କୁ ଭେଟିଲେ ଅଭିଯୋଗକାରୀ	[976, 117, 1502, 158]
ad-sign: Bangur Regional Office	[225, 2135, 350, 2147]
ad-para: The details of the item can be had from the maintenance section from 28.11.2014 to 10.12.2014 in working days only. The quotation must accompany an E.M.D. of Rs.2000/- in the form of N.S.C./Postal Time Deposit/Postal Savings Bank Pass Book only duly pledged in favour of Comptroller of Finance, Sambalpur University or Bank Draft of same amount drawn in favour of Comptroller of Finance in State Bank of India, Jyoti Vihar, VAT Clearance Certificate, PAN Card, Dealership Certificate for consideration.	[1112, 1454, 1446, 1581]
table-cell: ୦୯|୧୨|୨୦୧୪ ପୂର୍ବାହ୍ନ ୧୦.୩୦	[618, 1379, 715, 1411]
table-row	[189, 1507, 716, 1539]
ad-sign-place: ତିରିଡ଼ିଆ	[1420, 884, 1445, 894]
table-cell: ପଦ୍ମପୁର	[229, 1443, 307, 1475]
ad-sign: SENIOR GENERAL MANAGER (C.P.C.)	[1278, 1223, 1446, 1234]
brief-headline: ନାବାଳିକା ଅପହରଣକାରୀଙ୍କୁ କୋର୍ଟ ଚାଲାଣ	[11, 937, 170, 971]
ad-category: (A Gold Category State PSU)	[76, 1714, 350, 1731]
ad-sambalpur-university	[1103, 1265, 1455, 1704]
table-cell: ୦୯|୧୨|୨୦୧୪ ପୂର୍ବାହ୍ନ ୧୦.୩୦	[618, 1315, 715, 1347]
tender-name: "SLAG ARRESTER DART"	[813, 1227, 925, 1238]
last-date-label: Last Date & Time of Tender Submission: 04:00 PM on	[741, 1297, 960, 1308]
table-cell: ଉପଜିଲ୍ଲାପାଳ, ଗୁଣପୁର	[420, 1283, 619, 1315]
table-cell: ମୁନିଗୁଡ଼ା	[229, 1411, 307, 1443]
ad-addr-name: Bibhu Prasad Mohapatra	[1112, 1863, 1242, 1875]
ad-item: ୨. ଏନ୍‌ଆଇଟି ନଂ. ୭୮/ସିଡିସି/ଏସି/୨୦୧୪-୧୫ (ଦ୍ୱିତୀୟ କଲ୍) । କାର୍ଯ୍ୟର ନାମ– ପ୍ରୋଜେକ୍ଟ ଆରୋ– ଡାକଘର – ଆମ୍ ଆଦ୍‌ମୀଙ୍କ ପାଇଁ ପୃଥିବୀରୁ ଝରକା ବାମରା ପିଓରେ (ପର୍ଯ୍ୟାୟ -VIII ) । ଅଟକଳ ମୂଲ୍ୟ: ଟ.୫,୯୯,୨୪୭/- । ଅମାନତ ରାଶି: ଟ.୧୧,୯୮୫/- ଏବଂ ସମାପ୍ତି ଅବଧି ଷାଠିଏ ଦିନ ।	[744, 844, 1090, 876]
ad-sign: Sd./- Additional Director (General)	[525, 2032, 717, 2046]
table-cell: ଉପଜିଲ୍ଲାପାଳ, ରାୟଗଡ଼ା	[420, 1315, 619, 1347]
table-cell: କାଶୀପୁର	[229, 1347, 307, 1379]
table-header-cell: ତାରିଖ ଓ ସମୟ	[618, 1169, 715, 1186]
ad-reg-office: Registered Office: Ispat Bhawan, Lodi Road, New Delhi 110 003	[741, 1405, 1086, 1416]
people-figures	[1127, 267, 1429, 452]
ad-para: Therefore take notice through publication to appear before the Court as above at Kendrapara on 27.12.2014 at 11 A.M. to defend the case failing which the matter shall be decided on merit as per law.	[1112, 2048, 1446, 2095]
tender-date: Dtd. 17.11.2014	[1021, 1198, 1086, 1209]
ad-optcl	[1103, 983, 1455, 1254]
ad-sign: OPEPA	[598, 2049, 640, 2064]
tender-prefix: Tender Notice for	[741, 1270, 812, 1281]
ad-para: The contractual engagement shall be made initially for a period of two years and can be extended for a subsequent period of two years with spells of one year subject to satisfactory performance, upto a total period of four years but not beyond the age of sixty-five years in any case or till the posts are filled up by regular process whichever is earlier.	[741, 1750, 1086, 1849]
table-cell: ୪	[189, 1283, 229, 1315]
ad-place: ସ୍ଥାନ: ତିରିଡ଼ିଆ	[1113, 875, 1156, 884]
table-cell: ୧୭|୧୨|୨୦୧୪ ପୂର୍ବାହ୍ନ ୧୦.୩୦	[618, 1443, 715, 1475]
article-body-chitfund: ବାଙ୍କୀ,୨୬ |୧୧(ସ୍ୱ.ପ୍ର.)– ଚିଟ୍‌ଫଣ୍ଡ ଦୁର୍ନୀତିରେ ଲିପ୍ତ ଥିବା ଅଭିଯୋଗରେ ସିବିଆଇ ଦ୍ୱାରା ଗିରଫ ହୋଇଥିବା ବାଙ୍କୀ ବିଧାୟକ ପ୍ରଭାତ ବିଶ୍ୱାଳଙ୍କ ଇସ୍ତଫା ଦାବି କରି କଂଗ୍ରେସ ପକ୍ଷରୁ ବିକ୍ଷୋଭ ପ୍ରଦର୍ଶନ କରାଯାଇଛି । ଜିଲ୍ଲା କଂଗ୍ରେସ ସଭାପତିଙ୍କ ନେତୃତ୍ୱରେ କର୍ମୀମାନେ ଶୋଭାଯାତ୍ରା କରି ଉପଜିଲ୍ଲାପାଳଙ୍କ ମାଧ୍ୟମରେ ରାଜ୍ୟପାଳଙ୍କୁ ଦାବିପତ୍ର ପ୍ରଦାନ କରିଥିଲେ । ସେମାନେ ଚିଟ୍‌ଫଣ୍ଡ ପୀଡ଼ିତଙ୍କୁ ଟଙ୍କା ଫେରସ୍ତ ଦାବି କରିଛନ୍ତି ।	[736, 620, 1455, 666]
ad-dak-bibhag	[736, 746, 1097, 972]
ad-defendant-label: .....Defendants	[1370, 1845, 1446, 1858]
last-date-label: Last Date & Time of Tender Submission: 04:00 PM on	[741, 1254, 960, 1265]
left-briefs-column	[8, 938, 173, 1657]
table-row	[189, 1379, 716, 1411]
table-cell: ୩	[189, 1251, 229, 1283]
ad-addr-line: P.O.: Tendakuda, P.S.- Patkura	[1112, 1930, 1263, 1942]
tender-prefix: Tender Notice for	[741, 1128, 812, 1139]
